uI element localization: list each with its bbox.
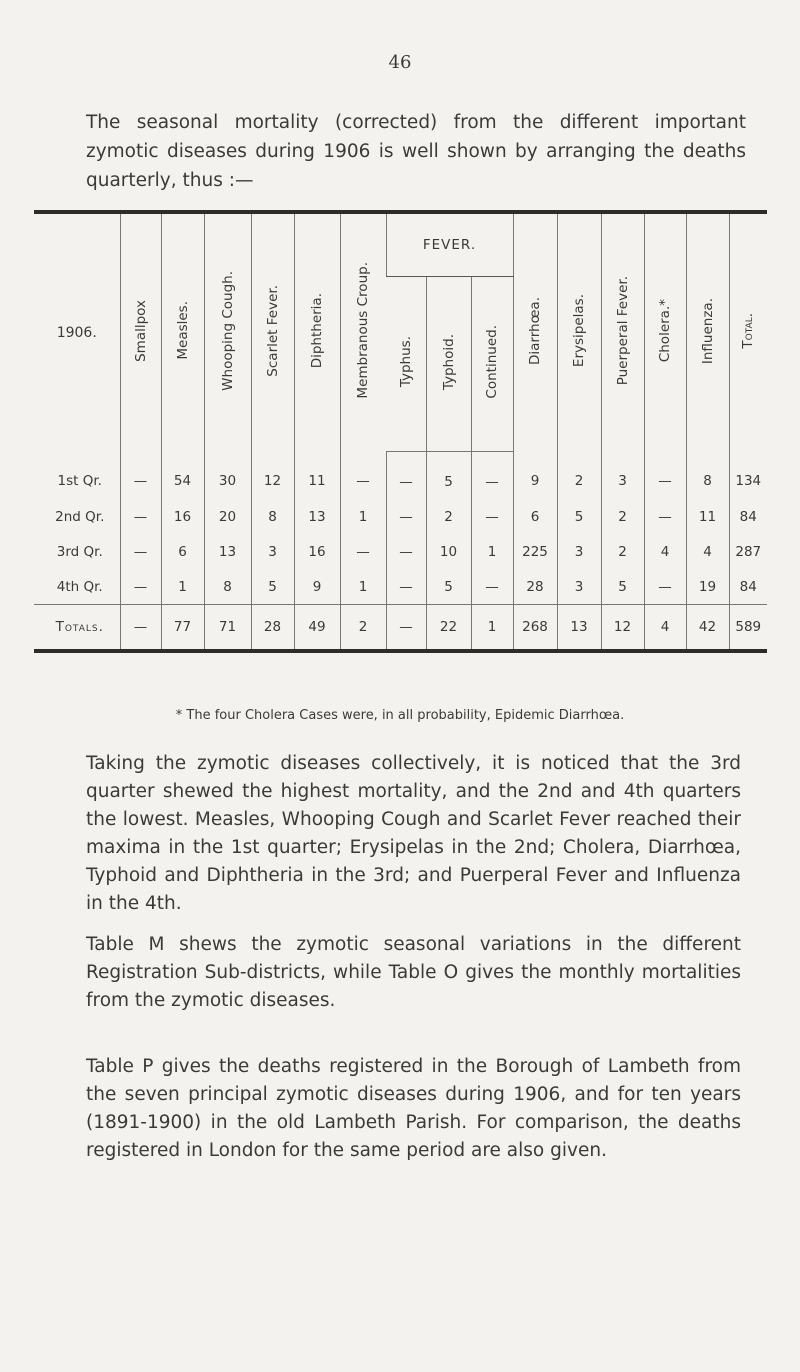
table-cell: 19 <box>686 569 729 605</box>
col-membranous-croup: Membranous Croup. <box>340 212 386 452</box>
col-puerperal-fever: Puerperal Fever. <box>601 212 644 452</box>
col-measles: Measles. <box>161 212 204 452</box>
table-cell: — <box>471 569 513 605</box>
table-cell: 2 <box>426 499 471 534</box>
table-cell: 2 <box>601 499 644 534</box>
table-cell: — <box>120 605 161 652</box>
table-cell: 3 <box>601 452 644 500</box>
col-scarlet-fever: Scarlet Fever. <box>251 212 294 452</box>
table-cell: 268 <box>513 605 557 652</box>
totals-label: Totals. <box>34 605 120 652</box>
col-influenza: Influenza. <box>686 212 729 452</box>
table-cell: 16 <box>294 534 340 569</box>
table-cell: — <box>120 534 161 569</box>
table-cell: 12 <box>251 452 294 500</box>
table-cell: 1 <box>471 605 513 652</box>
table-cell: 3 <box>557 534 601 569</box>
col-continued: Continued. <box>471 277 513 452</box>
col-diarrhoea: Diarrhœa. <box>513 212 557 452</box>
table-cell: 28 <box>251 605 294 652</box>
table-cell: — <box>340 452 386 500</box>
table-cell: 2 <box>601 534 644 569</box>
table-cell: 4 <box>686 534 729 569</box>
table-cell: 4 <box>644 534 686 569</box>
table-cell: 54 <box>161 452 204 500</box>
col-diphtheria: Diphtheria. <box>294 212 340 452</box>
table-cell: 1 <box>340 499 386 534</box>
table-cell: 84 <box>729 569 767 605</box>
quarter-label: 3rd Qr. <box>56 543 103 560</box>
table-cell: — <box>386 605 426 652</box>
table-cell: 5 <box>426 569 471 605</box>
cholera-footnote: * The four Cholera Cases were, in all probability, Epidemic Diarrhœa. <box>175 708 625 723</box>
col-total: Total. <box>729 212 767 452</box>
table-cell: 225 <box>513 534 557 569</box>
col-typhoid: Typhoid. <box>426 277 471 452</box>
body-paragraph-3: Table P gives the deaths registered in the Borough of Lambeth from the seven principal zymotic diseases during 1906, and for ten years (1891-1900) in the old Lambeth Parish. For comparison, the deaths registered in London for the same period are also given. <box>86 1056 741 1161</box>
table-cell: 2 <box>340 605 386 652</box>
table-cell: 6 <box>513 499 557 534</box>
table-cell: 5 <box>601 569 644 605</box>
table-cell: 8 <box>204 569 251 605</box>
table-row <box>34 499 767 534</box>
body-paragraph-2: Table M shews the zymotic seasonal variations in the different Registration Sub-districts, while Table O gives the monthly mortalities from the zymotic diseases. <box>86 934 741 1011</box>
col-typhus: Typhus. <box>386 277 426 452</box>
table-cell: 11 <box>686 499 729 534</box>
table-cell: 4 <box>644 605 686 652</box>
col-cholera: Cholera.* <box>644 212 686 452</box>
table-cell: 13 <box>294 499 340 534</box>
table-cell: 13 <box>204 534 251 569</box>
table-cell: 8 <box>686 452 729 500</box>
table-cell: 10 <box>426 534 471 569</box>
table-cell: — <box>644 569 686 605</box>
table-cell: — <box>386 499 426 534</box>
table-cell: — <box>120 499 161 534</box>
table-cell: — <box>120 452 161 500</box>
table-cell: — <box>386 534 426 569</box>
table-cell: 71 <box>204 605 251 652</box>
table-row <box>34 452 767 500</box>
table-cell: 12 <box>601 605 644 652</box>
table-cell: 5 <box>251 569 294 605</box>
year-header: 1906. <box>56 324 97 341</box>
table-cell: 6 <box>161 534 204 569</box>
body-paragraph-1: Taking the zymotic diseases collectively, it is noticed that the 3rd quarter shewed the highest mortality, and the 2nd and 4th quarters the lowest. Measles, Whooping Cough and Scarlet Fever reached their maxima in the 1st quarter; Erysipelas in the 2nd; Cholera, Diarrhœa, Typhoid and Diphtheria in the 3rd; and Puerperal Fever and Influenza in the 4th. <box>86 753 741 914</box>
table-cell: — <box>644 499 686 534</box>
table-cell: 1 <box>471 534 513 569</box>
col-smallpox: Smallpox <box>120 212 161 452</box>
table-cell: 287 <box>729 534 767 569</box>
table-cell: 589 <box>729 605 767 652</box>
table-cell: 9 <box>294 569 340 605</box>
col-whooping-cough: Whooping Cough. <box>204 212 251 452</box>
table-cell: 20 <box>204 499 251 534</box>
table-cell: 1 <box>161 569 204 605</box>
table-cell: 5 <box>426 452 471 500</box>
fever-group-header: FEVER. <box>386 212 513 277</box>
quarter-label: 4th Qr. <box>56 578 103 595</box>
table-cell: 16 <box>161 499 204 534</box>
table-cell: — <box>120 569 161 605</box>
totals-row <box>34 605 767 652</box>
table-cell: 11 <box>294 452 340 500</box>
table-cell: — <box>471 499 513 534</box>
table-cell: 134 <box>729 452 767 500</box>
table-cell: 84 <box>729 499 767 534</box>
table-cell: 42 <box>686 605 729 652</box>
table-cell: 3 <box>251 534 294 569</box>
table-cell: 13 <box>557 605 601 652</box>
table-cell: — <box>386 452 426 500</box>
table-cell: 5 <box>557 499 601 534</box>
table-cell: 2 <box>557 452 601 500</box>
quarterly-mortality-table <box>34 210 767 653</box>
table-cell: 28 <box>513 569 557 605</box>
table-cell: 30 <box>204 452 251 500</box>
table-cell: — <box>471 452 513 500</box>
table-cell: 1 <box>340 569 386 605</box>
table-cell: — <box>340 534 386 569</box>
table-cell: — <box>644 452 686 500</box>
table-row <box>34 569 767 605</box>
table-row <box>34 534 767 569</box>
quarter-label: 1st Qr. <box>57 473 102 490</box>
table-cell: 77 <box>161 605 204 652</box>
intro-paragraph: The seasonal mortality (corrected) from the different important zymotic diseases during 1906 is well shown by arranging the deaths quarterly, thus :— <box>86 112 746 191</box>
table-cell: 22 <box>426 605 471 652</box>
table-cell: 3 <box>557 569 601 605</box>
table-cell: — <box>386 569 426 605</box>
quarter-label: 2nd Qr. <box>55 508 105 525</box>
page-number: 46 <box>388 52 412 73</box>
col-erysipelas: Erysipelas. <box>557 212 601 452</box>
table-cell: 8 <box>251 499 294 534</box>
table-cell: 9 <box>513 452 557 500</box>
table-cell: 49 <box>294 605 340 652</box>
